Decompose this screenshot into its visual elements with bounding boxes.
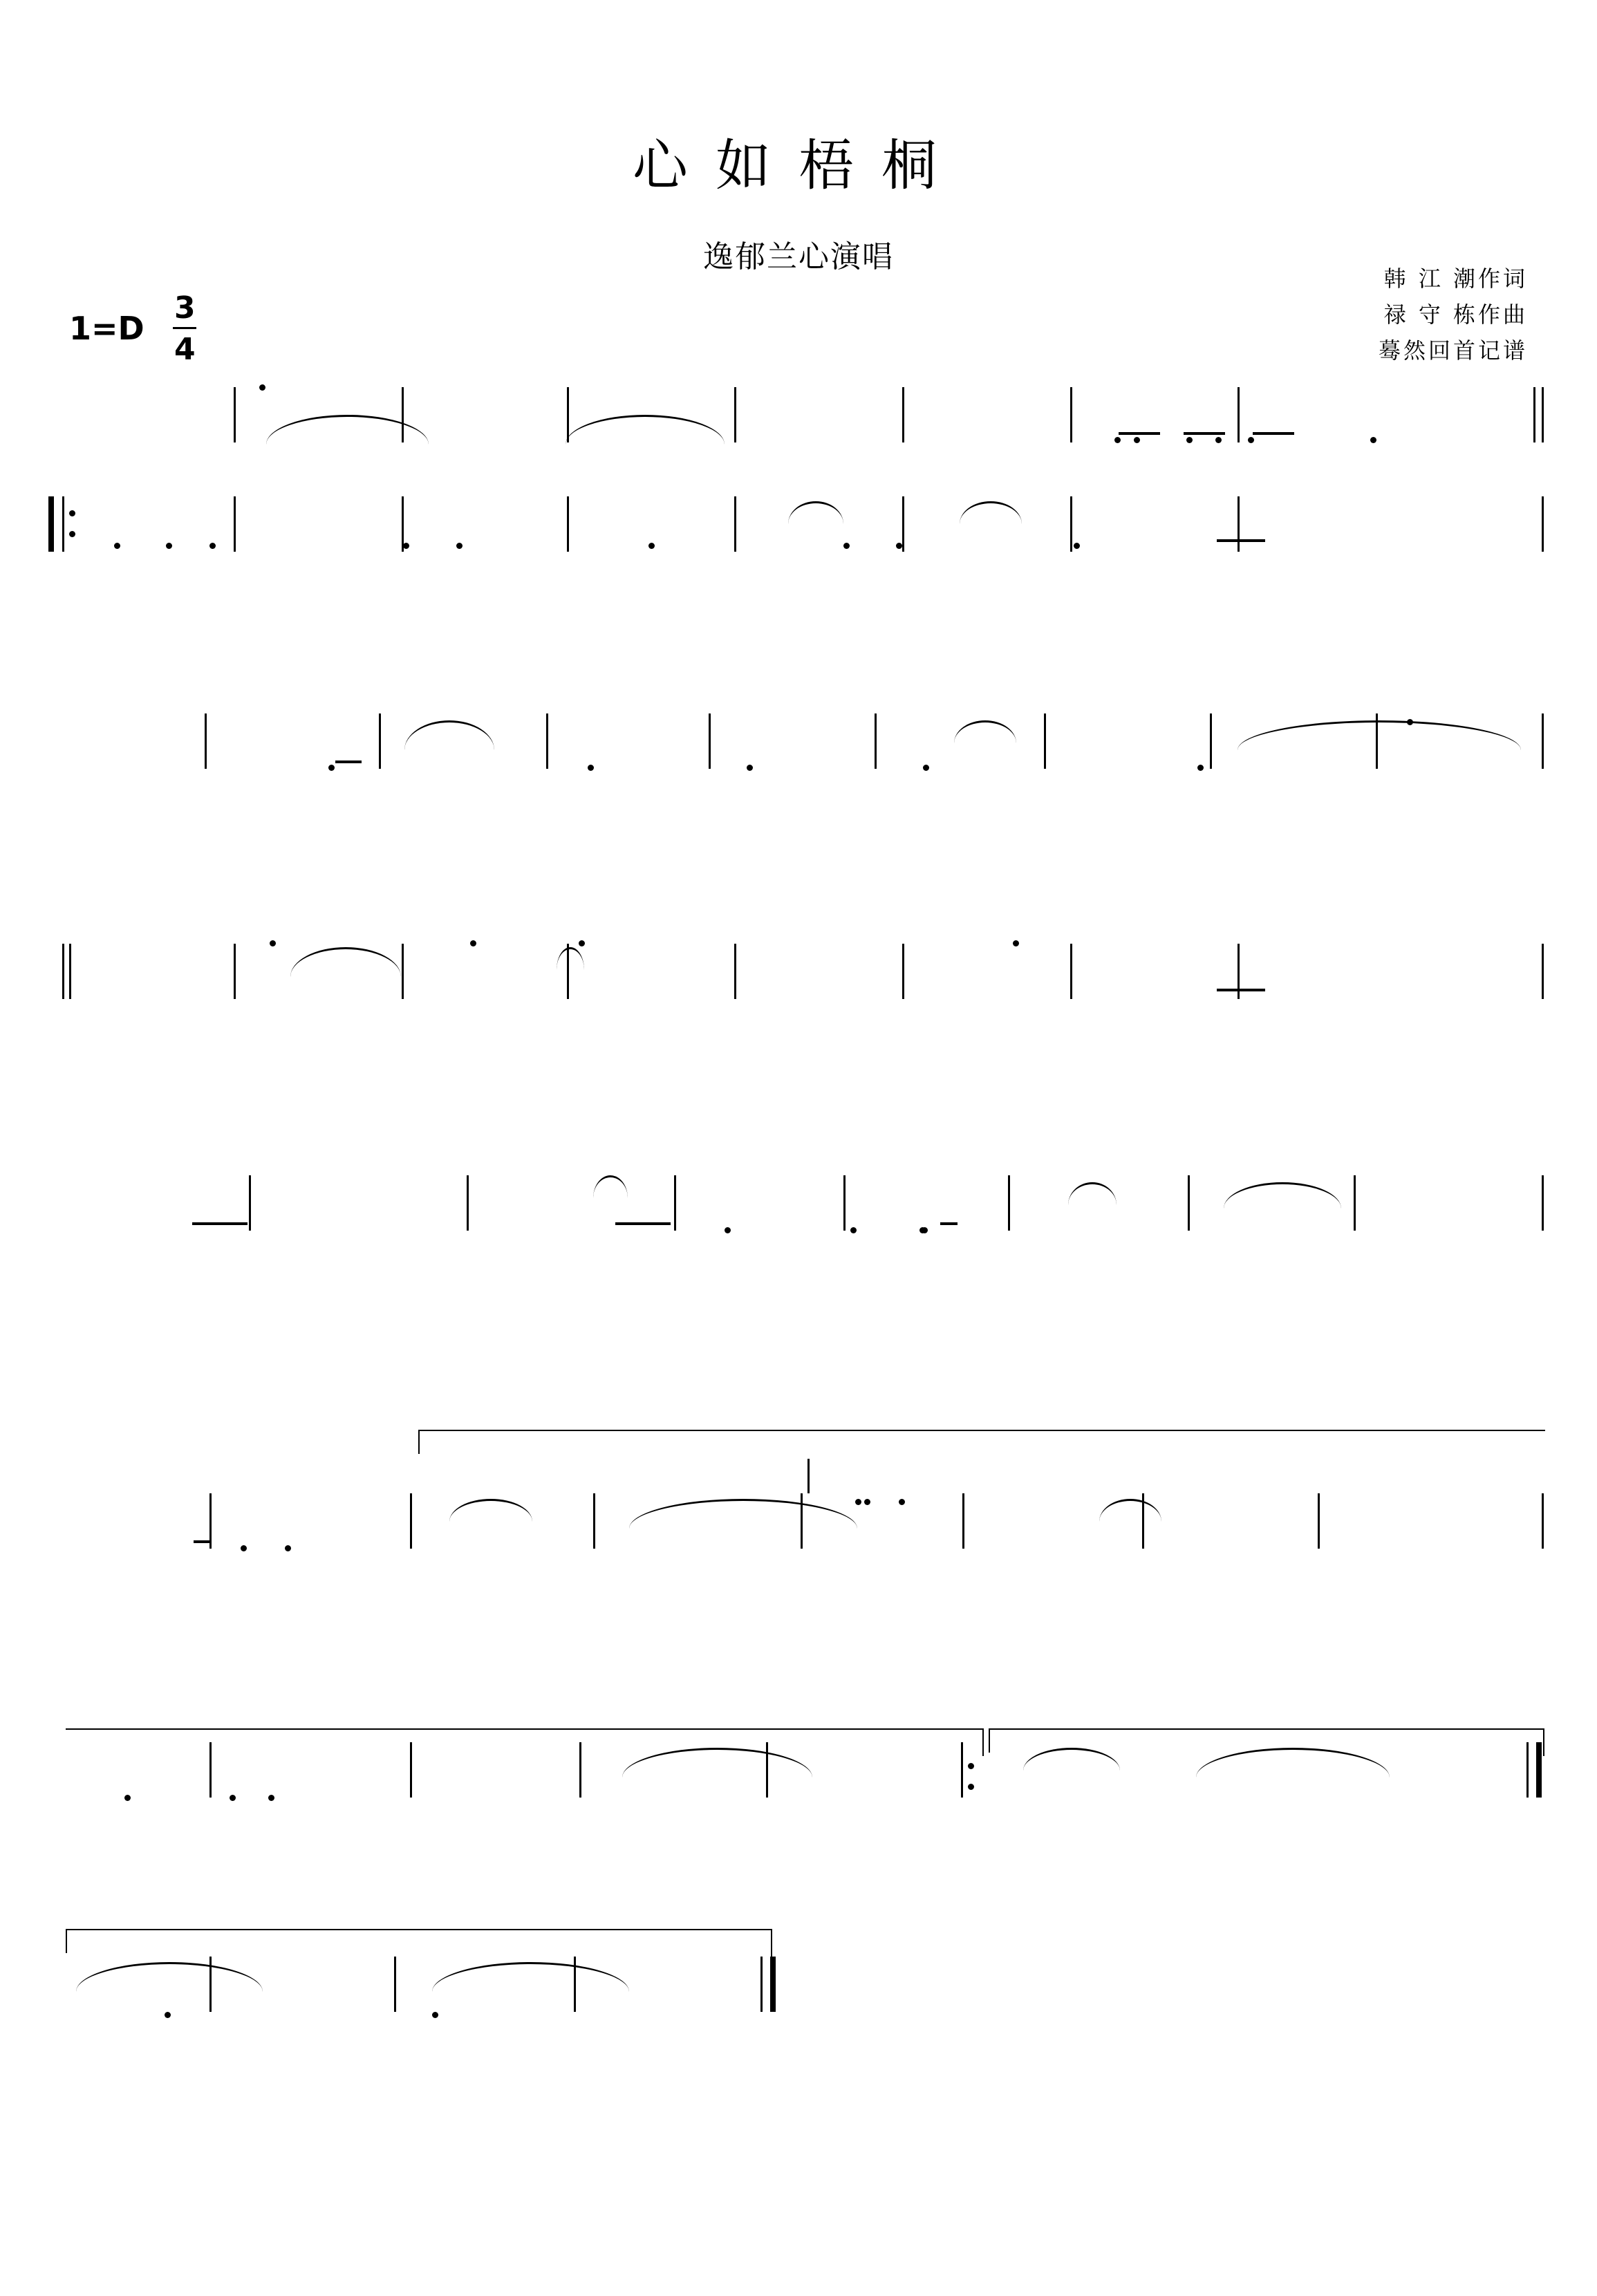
section-barline — [69, 944, 71, 999]
barline — [1533, 387, 1535, 442]
octave-dot — [1248, 437, 1254, 443]
slur — [76, 1962, 263, 1992]
barline — [1542, 713, 1544, 769]
octave-dot — [1370, 437, 1376, 443]
barline — [579, 1742, 581, 1798]
repeat-dot — [968, 1763, 974, 1769]
octave-dot — [919, 1227, 926, 1233]
barline — [410, 1742, 412, 1798]
barline — [1008, 1175, 1010, 1231]
slur — [449, 1499, 532, 1522]
volta-1b-edge — [982, 1728, 984, 1756]
barline — [1542, 496, 1544, 552]
octave-dot — [588, 765, 594, 771]
note-underline — [1217, 989, 1265, 991]
slur — [788, 501, 843, 524]
slur — [557, 947, 584, 970]
repeat-dot — [69, 531, 75, 537]
octave-dot — [166, 543, 172, 549]
barline — [1526, 1742, 1529, 1798]
repeat-dot — [69, 510, 75, 516]
barline — [379, 713, 381, 769]
note-underline — [194, 1540, 211, 1543]
barline — [1188, 1175, 1190, 1231]
slur — [960, 501, 1022, 524]
octave-dot — [896, 543, 902, 549]
singer-credit: 逸郁兰心演唱 — [703, 239, 894, 274]
barline — [962, 1493, 964, 1549]
octave-dot — [268, 1795, 274, 1801]
slur — [1023, 1748, 1120, 1771]
slur — [266, 415, 429, 445]
slur — [566, 415, 725, 445]
octave-dot — [725, 1227, 731, 1233]
octave-dot — [1197, 765, 1204, 771]
barline — [902, 496, 904, 552]
octave-dot — [403, 543, 409, 549]
barline — [567, 496, 569, 552]
barline — [1542, 387, 1544, 442]
slur — [1224, 1182, 1341, 1208]
note-underline — [1217, 539, 1265, 542]
octave-dot — [899, 1499, 905, 1505]
barline — [902, 387, 904, 442]
barline — [1238, 387, 1240, 442]
barline — [734, 496, 736, 552]
barline — [875, 713, 877, 769]
final-barline — [770, 1957, 776, 2012]
octave-dot — [648, 543, 655, 549]
barline — [1542, 944, 1544, 999]
octave-dot — [230, 1795, 236, 1801]
volta-1 — [418, 1430, 1545, 1431]
note-underline — [335, 760, 362, 763]
octave-dot — [209, 543, 216, 549]
barline — [760, 1957, 763, 2012]
time-signature-line — [173, 327, 196, 329]
note-underline — [1184, 432, 1225, 435]
slur — [432, 1962, 629, 1992]
octave-dot — [843, 543, 850, 549]
slur — [290, 947, 401, 977]
octave-dot — [470, 940, 476, 946]
slur — [629, 1499, 857, 1529]
barline — [843, 1175, 846, 1231]
slur — [404, 720, 494, 750]
octave-dot — [165, 2012, 171, 2018]
octave-dot — [124, 1795, 131, 1801]
barline — [709, 713, 711, 769]
start-repeat-barline — [48, 496, 54, 552]
time-signature-bottom: 4 — [174, 332, 196, 367]
octave-dot — [241, 1545, 247, 1551]
volta-2-edge — [989, 1728, 990, 1753]
barline — [234, 387, 236, 442]
octave-dot — [456, 543, 463, 549]
barline — [394, 1957, 396, 2012]
octave-dot — [1186, 437, 1193, 443]
note-underline — [192, 1222, 248, 1225]
barline — [1070, 496, 1072, 552]
note-underline — [1119, 432, 1160, 435]
volta-3-end — [771, 1929, 772, 1957]
octave-dot — [114, 543, 120, 549]
volta-3-edge — [66, 1929, 67, 1953]
octave-dot — [259, 384, 265, 391]
barline — [1542, 1493, 1544, 1549]
barline — [961, 1742, 963, 1798]
octave-dot — [1215, 437, 1222, 443]
octave-dot — [328, 765, 335, 771]
barline — [546, 713, 548, 769]
barline — [1238, 496, 1240, 552]
barline — [1070, 944, 1072, 999]
slur — [1238, 720, 1521, 750]
barline — [234, 944, 236, 999]
volta-2 — [989, 1728, 1543, 1730]
barline — [205, 713, 207, 769]
octave-dot — [1013, 940, 1019, 946]
key-signature: 1=D — [69, 310, 144, 347]
octave-dot — [855, 1499, 861, 1505]
barline — [1318, 1493, 1320, 1549]
repeat-dot — [968, 1784, 974, 1790]
octave-dot — [432, 2012, 438, 2018]
octave-dot — [1114, 437, 1121, 443]
barline — [1542, 1175, 1544, 1231]
volta-2-end — [1543, 1728, 1544, 1756]
barline — [1044, 713, 1046, 769]
start-repeat-barline-thin — [62, 496, 64, 552]
slur — [1099, 1499, 1161, 1522]
barline — [593, 1493, 595, 1549]
octave-dot — [923, 765, 929, 771]
slur — [593, 1175, 628, 1198]
volta-1b — [66, 1728, 982, 1730]
barline — [674, 1175, 676, 1231]
barline — [1070, 387, 1072, 442]
barline — [249, 1175, 251, 1231]
volta-3 — [66, 1929, 771, 1930]
slur — [1068, 1182, 1117, 1205]
time-signature-top: 3 — [174, 290, 196, 326]
barline — [1354, 1175, 1356, 1231]
barline — [209, 1742, 212, 1798]
octave-dot — [1407, 719, 1413, 725]
volta-1-edge — [418, 1430, 420, 1454]
interlude-barline — [807, 1459, 810, 1493]
slur — [1196, 1748, 1390, 1777]
barline — [902, 944, 904, 999]
barline — [402, 944, 404, 999]
octave-dot — [270, 940, 276, 946]
octave-dot — [1074, 543, 1080, 549]
octave-dot — [285, 1545, 291, 1551]
barline — [567, 387, 569, 442]
song-title: 心如梧桐 — [633, 133, 964, 198]
barline — [1210, 713, 1212, 769]
octave-dot — [1134, 437, 1140, 443]
barline — [234, 496, 236, 552]
transcriber-credit: 蓦然回首记谱 — [1378, 337, 1528, 364]
composer-credit: 禄 守 栋作曲 — [1383, 301, 1528, 328]
note-underline — [615, 1222, 671, 1225]
lyricist-credit: 韩 江 潮作词 — [1383, 265, 1528, 292]
barline — [734, 944, 736, 999]
section-barline — [62, 944, 64, 999]
barline — [467, 1175, 469, 1231]
octave-dot — [579, 940, 585, 946]
octave-dot — [864, 1499, 870, 1505]
note-underline — [940, 1222, 958, 1225]
slur — [622, 1748, 812, 1777]
octave-dot — [747, 765, 753, 771]
slur — [954, 720, 1016, 743]
note-underline — [1253, 432, 1294, 435]
barline — [734, 387, 736, 442]
barline — [410, 1493, 412, 1549]
final-barline — [1536, 1742, 1542, 1798]
octave-dot — [850, 1227, 857, 1233]
